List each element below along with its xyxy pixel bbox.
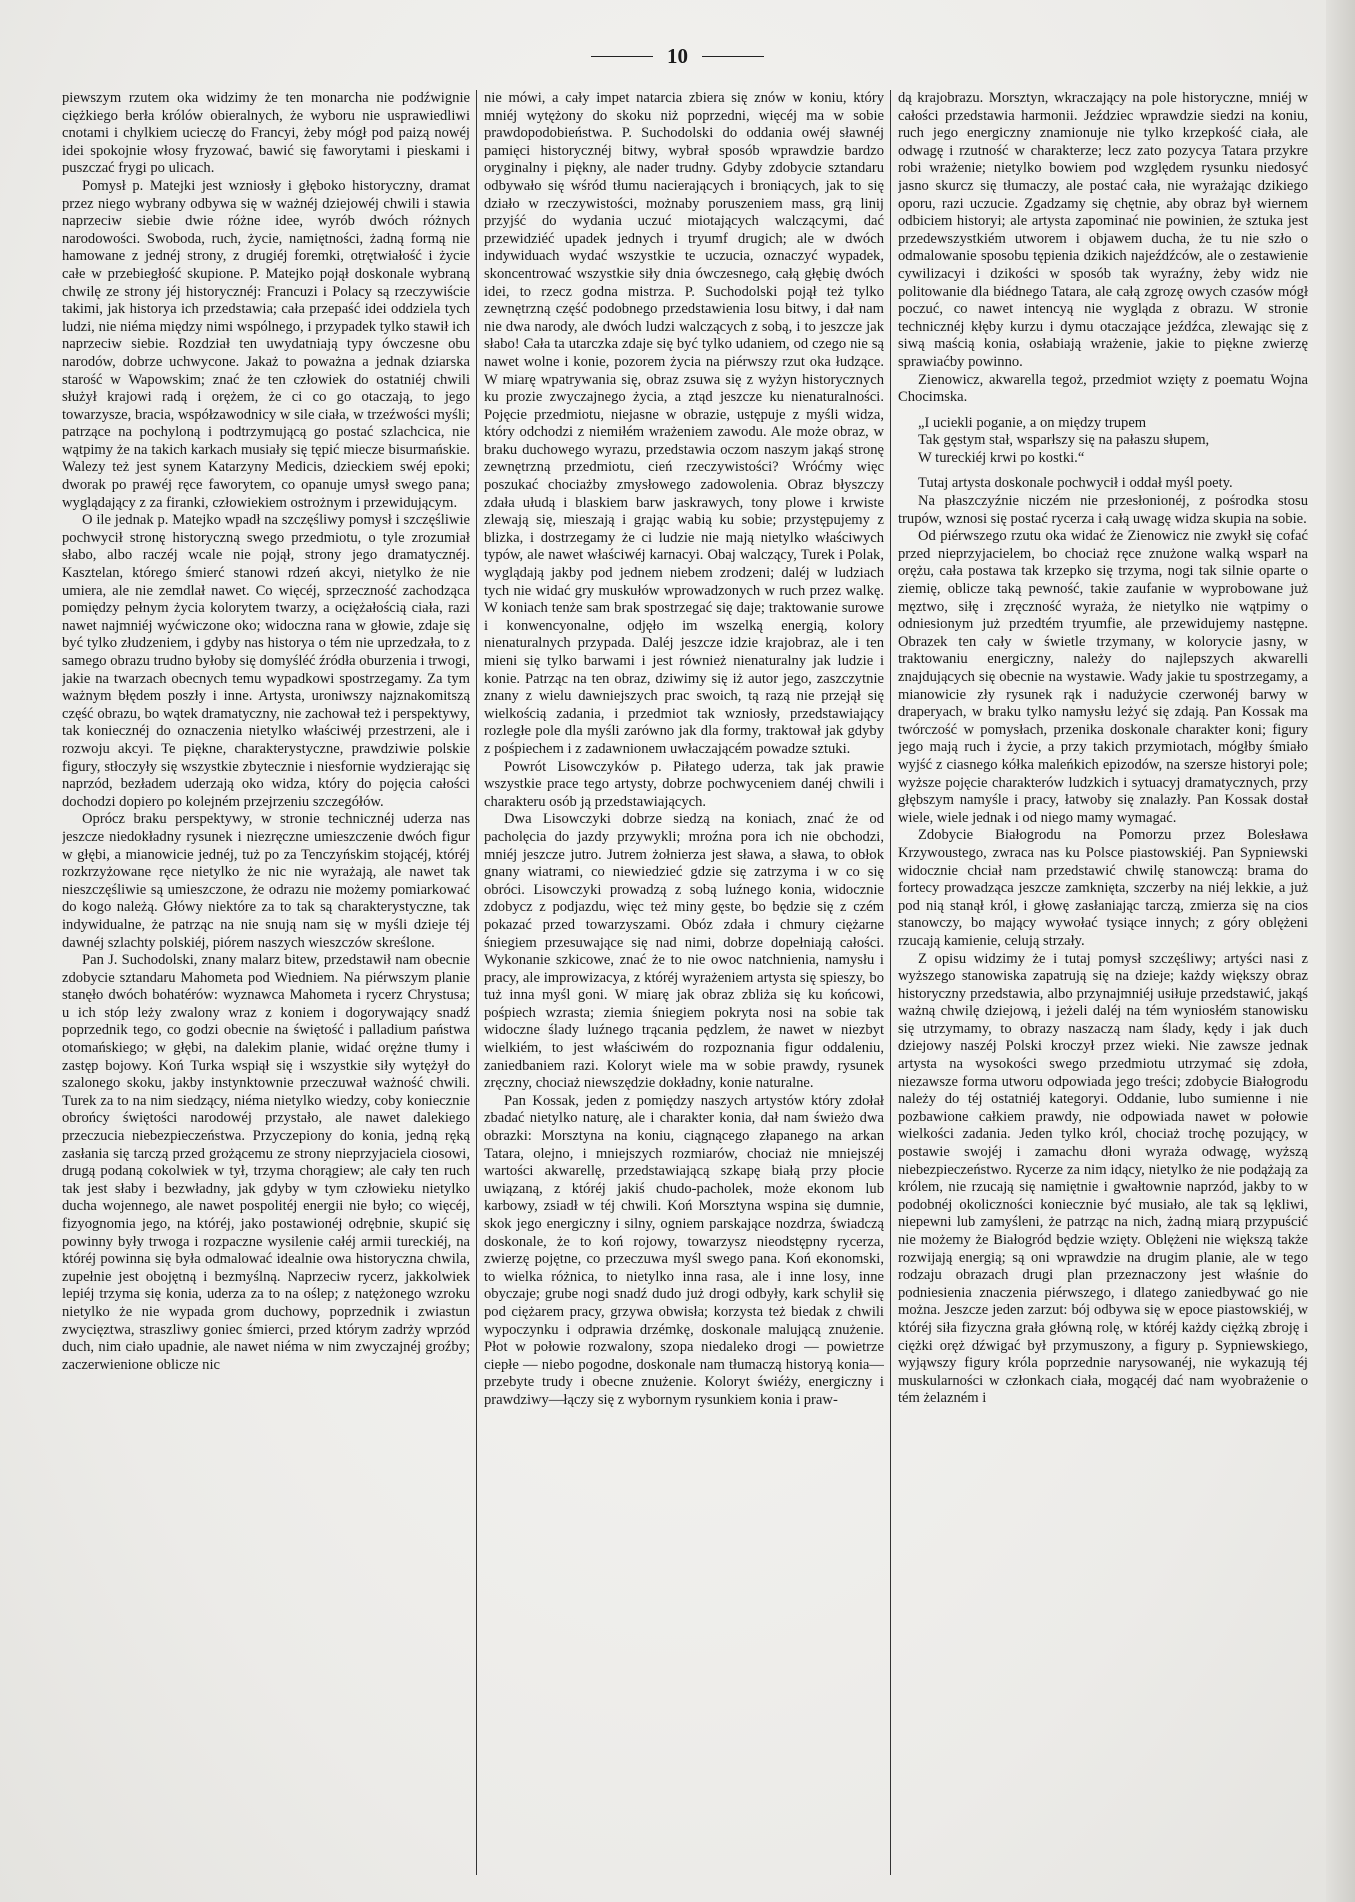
column-1-paragraph: Pan J. Suchodolski, znany malarz bitew, przedstawił nam obecnie zdobycie sztandaru Mahometa pod Wiedniem. Na piérwszym planie stanęło dwóch bohatérów: wyznawca Mahometa i rycerz Chrystusa; u ich stóp leży zwalony wraz z koniem i dogorywający snadź poprzednik tego, co godzi obecnie na świętość i palladium państwa otomańskiego; w głębi, na dalekim planie, widać orężne tłumy i zastęp bojowy. Koń Turka wspiął się i wszystkie siły wytężył do szalonego skoku, jakby instynktownie przeczuwał ważność chwili. Turek za to na nim siedzący, niéma nietylko wiedzy, coby koniecznie obrońcy świętości narodowéj przystało, ale nawet dalekiego przeczucia niebezpieczeństwa. Przyczepiony do konia, jedną ręką zasłania się tarczą przed grożącemu ze strony nieprzyjaciela ciosowi, drugą podaną cokolwiek w tył, trzyma chorągiew; ale cały ten ruch tak jest słaby i bezwładny, jak gdyby w tym człowieku nietylko ducha wojennego, ale nawet pospolitéj energii nie było; co więcéj, fizyognomia jego, na któréj, jako postawionéj odrębnie, skupić się powinny były trwoga i rozpaczne wysilenie całéj armii tureckiéj, na któréj powinna się była odmalować idealnie owa historyczna chwila, zupełnie jest obojętną i bezmyślną. Naprzeciw rycerz, jakkolwiek lepiéj trzyma się konia, uderza za to na oślep; z natężonego wzroku nietylko że nie wypada grom duchowy, poprzednik i zwiastun zwycięztwa, straszliwy goniec śmierci, przed którym zadrży wprzód duch, nim ciało upadnie, ale nawet niéma w nim zwyczajnéj groźby; zaczerwienione oblicze nic	[62, 952, 470, 1373]
column-2-paragraph: Powrót Lisowczyków p. Piłatego uderza, tak jak prawie wszystkie prace tego artysty, dobrze pochwyceniem danéj chwili i charakteru osób ją przedstawiających.	[484, 758, 884, 810]
column-1-paragraph: Pomysł p. Matejki jest wzniosły i głęboko historyczny, dramat przez niego wybrany odbywa się w ważnéj dziejowéj chwili i stawia naprzeciw siebie dwie różne idee, wyrób dwóch różnych narodowości. Swoboda, ruch, życie, namiętności, żadną formą nie hamowane z jednéj strony, z drugiéj foremki, otrętwiałość i życie całe w przebiegłość skupione. P. Matejko pojął doskonale wybraną chwilę ze strony jéj historycznéj: Francuzi i Polacy są rzeczywiście takimi, jak historya ich przedstawia; cała przepaść idei oddziela tych ludzi, nie niéma między nimi wspólnego, i przypadek tylko stawił ich naprzeciw siebie. Rozdział ten uwydatniają typy ówczesne obu narodów, dobrze uchwycone. Jakaż to poważna a jednak dziarska starość w Wapowskim; znać że ten człowiek do ostatniéj chwili służył krajowi radą i orężem, że ci co go otaczają, to jego towarzysze, bracia, współzawodnicy w sile ciała, w trzeźwości myśli; patrzące na pochyloną i podtrzymującą go postać szlachcica, nie wątpimy że na takich karkach musiały się tępić miecze bisurmańskie. Walezy też jest synem Katarzyny Medicis, dzieckiem swéj epoki; dworak po prawéj ręce faworytem, co opanuje umysł swego pana; wyglądający z za firanki, człowiekiem ostrożnym i przewidującym.	[62, 177, 470, 511]
column-1-paragraph: O ile jednak p. Matejko wpadł na szczęśliwy pomysł i szczęśliwie pochwycił stronę historyczną swego przedmiotu, o tyle zrozumiał słabo, albo raczéj wcale nie pojął, strony jego dramatycznéj. Kasztelan, którego śmierć stanowi rdzeń akcyi, nietylko że nie umiera, ale nie zemdlał nawet. Co więcéj, sprzeczność zachodząca pomiędzy pełnym życia kolorytem twarzy, a ociężałością ciała, razi nawet najmniéj wyćwiczone oko; widoczna rana w głowie, zdaje się być tylko złudzeniem, i gdyby nas historya o tém nie uprzedzała, to z samego obrazu trudno byłoby się domyśléć źródła oburzenia i trwogi, jakie na twarzach obecnych temu wypadkowi spostrzegamy. Za tym ważnym błędem poszły i inne. Artysta, uroniwszy najznakomitszą część obrazu, bo wątek dramatyczny, nie zachował też i perspektywy, tak koniecznéj do oznaczenia nietylko właściwéj przestrzeni, ale i rozwoju akcyi. Te piękne, charakterystyczne, prawdziwie polskie figury, stłoczyły się wszystkie zbytecznie i niesfornie wydzierając się naprzód, bezładem uderzają oko widza, który do pojęcia całości dochodzi dopiero po kolejném przejrzeniu szczegółów.	[62, 512, 470, 810]
column-3-paragraph: Z opisu widzimy że i tutaj pomysł szczęśliwy; artyści nasi z wyższego stanowiska zapatrują się na dzieje; każdy większy obraz historyczny przedstawia, albo przynajmniéj usiłuje przedstawić, jakąś ważną chwilę dziejową, i jeżeli daléj na tém wyniosłém stanowisku się utrzymamy, to obrazy naszaczą nam ślady, kędy i jak duch dziejowy naszéj Polski kroczył przez wieki. Nie zawsze jednak artysta na wysokości swego przedmiotu utrzymać się zdoła, niezawsze forma utworu odpowiada jego treści; zdobycie Białogrodu należy do téj ostatniéj kategoryi. Oddanie, lubo sumienne i nie pozbawione całkiem prawdy, nie odpowiada nawet w połowie wielkości zadania. Jeden tylko król, chociaż trochę pozujący, w postawie swojéj i zamachu dłoni wyraża odwagę, wyższą niebezpieczeństwo. Rycerze za nim idący, nietylko że nie podążają za królem, nie rzucają się namiętnie i gwałtownie naprzód, jakby to w podobnéj okoliczności koniecznie być musiało, ale tak są lękliwi, niepewni lub zamyśleni, że patrząc na nich, żadną miarą przypuścić nie możemy że Białogród będzie wzięty. Oblężeni nie większą także rozwijają energią; są oni wprawdzie na drugim planie, ale w tego rodzaju obrazach drugi plan przeznaczony jest właśnie do podniesienia znaczenia piérwszego, i dlatego zaniedbywać go nie można. Jeszcze jeden zarzut: bój odbywa się w epoce piastowskiéj, w któréj siła fizyczna grała główną rolę, w któréj każdy ciężką zbroję i ciężki oręż dźwigać był przymuszony, a figury p. Sypniewskiego, wyjąwszy figury króla poprzednie narysowanéj, nie wykazują téj muskularności w członkach ciała, mogącéj dać nam wyobrażenie o tém żelazném i	[898, 950, 1308, 1407]
page-folio	[0, 44, 1355, 69]
column-3-paragraph: Tutaj artysta doskonale pochwycił i oddał myśl poety.	[918, 475, 1233, 492]
adjacent-page-edge	[1326, 0, 1355, 1902]
column-3	[898, 90, 1308, 1880]
folio-rule-left	[591, 56, 653, 57]
verse-line: „I uciekli poganie, a on między trupem	[918, 414, 1147, 431]
column-2-paragraph: nie mówi, a cały impet natarcia zbiera się znów w koniu, który mniéj wytężony do skoku niż poprzedni, więcéj ma w sobie prawdopodobieństwa. P. Suchodolski do oddania owéj sławnéj pamięci historycznéj bitwy, wybrał sposób wprawdzie bardzo oryginalny i piękny, ale nader trudny. Gdyby zdobycie sztandaru odbywało się wśród tłumu nacierających i broniących, jak to się działo w rzeczywistości, możnaby poruszeniem mass, grą linij przyjść do wydania uczuć miotających walczącymi, dać przewidziéć upadek jednych i tryumf drugich; ale w dwóch indywiduach wydać wszystkie te uczucia, oznaczyć wypadek, skoncentrować wszystkie siły dnia ówczesnego, całą głębię dwóch idei, to rzecz godna mistrza. P. Suchodolski pojął też tylko zewnętrzną część podobnego przedstawienia losu bitwy, i dał nam nie dwa narody, ale dwóch ludzi walczących z sobą, i to jeszcze jak słabo! Cała ta utarczka zdaje się być tylko udaniem, od czego nie są nawet wolne i konie, pozorem życia na piérwszy rzut oka łudzące. W miarę wpatrywania się, obraz zsuwa się z wyżyn historycznych ku prozie zwyczajnego życia, a ztąd jeszcze ku nienaturalności. Pojęcie przedmiotu, niejasne w obrazie, ustępuje z myśli widza, który odchodzi z niemiłém wrażeniem zawodu. Ale może obraz, w braku duchowego wyrazu, przedstawia oczom naszym jakąś stronę zewnętrzną przedmiotu, cień rzeczywistości? Wróćmy więc poszukać chociażby zmysłowego zadowolenia. Obraz błyszczy zdała ułudą i blaskiem barw jaskrawych, tony plowe i krwiste zlewają się, mieszają i grając wabią ku sobie; przystępujemy z blizka, i dostrzegamy że ci ludzie nie mają nietylko właściwych typów, ale nawet właściwéj karnacyi. Obaj walczący, Turek i Polak, wyglądają jakby pod jednem niebem zrodzeni; daléj w ludziach tych nie widać gry muskułów wprowadzonych w ruch przez walkę. W koniach tenże sam brak spostrzegać się daje; traktowanie surowe i konwencyonalne, odjęło im wszelką energią, kolory nienaturalnych przypada. Daléj jeszcze idzie krajobraz, ale i ten mieni się tylko barwami i jest również nienaturalny jak ludzie i konie. Patrząc na ten obraz, dziwimy się iż autor jego, zaszczytnie znany z wielu dawniejszych prac swoich, tą razą nie przejął się wielkością zadania, i przedmiot tak wzniosły, przedstawiający rozległe pole dla myśli zarówno jak dla formy, traktował jak gdyby z pośpiechem i z zadawnionem uwłaczającém powadze sztuki.	[484, 90, 884, 757]
column-3-paragraph: dą krajobrazu. Morsztyn, wkraczający na pole historyczne, mniéj w całości przedstawia harmonii. Jeździec wprawdzie siedzi na koniu, ruch jego energiczny znamionuje nie tylko krzepkość ciała, ale odwagę i rzutność w charakterze; lecz zato pozycya Tatara przykre robi wrażenie; nietylko bowiem pod względem rysunku niedosyć jasno skurcz się tłumaczy, ale postać cała, nie wyrażając dzikiego oporu, razi uczucie. Zgadzamy się chętnie, aby obraz był wiernem odbiciem historyi; ale artysta zapominać nie powinien, że sztuka jest przedewszystkiém utworem i objawem ducha, że tu nie szło o odmalowanie sposobu tępienia dzikich najeźdźców, ale o zestawienie cywilizacyi i dzikości w sposób tak wyraźny, żeby widz nie politowanie dla biédnego Tatara, ale całą zgrozę owych czasów mógł poczuć, co nawet intencyą nie wygląda z obrazu. W stronie technicznéj kłęby kurzu i dymu otaczające jeźdźca, zlewając się z siwą maścią konia, osłabiają wrażenie, jakie to piękne zwierzę sprawiaćby powinno.	[898, 90, 1308, 370]
verse-line: W tureckiéj krwi po kostki.“	[918, 449, 1085, 466]
column-3-paragraph: Od piérwszego rzutu oka widać że Zienowicz nie zwykł się cofać przed nieprzyjacielem, bo chociaż ręce znużone walką wsparł na orężu, cała postawa tak krzepko się trzyma, nogi tak silnie oparte o ziemię, oblicze taką pewność, takie zaufanie w wyprobowane już męztwo, siłę i zręczność wyraża, że nietylko nie wątpimy o odniesionym już przedtém tryumfie, ale przewidujemy następne. Obrazek ten cały w świetle trzymany, w kolorycie jasny, w traktowaniu energiczny, należy do najlepszych akwarelli znajdujących się obecnie na wystawie. Wady jakie tu spostrzegamy, a mianowicie zły rysunek rąk i nadużycie czerwonéj barwy w draperyach, w braku tylko namysłu leżyć się zdają. Pan Kossak ma twórczość w pomysłach, przenika doskonale charakter koni; figury jego mają ruch i życie, a przy takich przymiotach, mógłby śmiało wyjść z ciasnego kółka maleńkich epizodów, na szersze historyi pole; wyższe pojęcie charakterów ludzkich i sytuacyj dramatycznych, przy głębszym namyśle i pracy, łatwoby się znalazły. Pan Kossak dostał wiele, wiele jednak i od niego mamy wymagać.	[898, 528, 1308, 826]
column-3-paragraph: Na płaszczyźnie niczém nie przesłonionéj, z pośrodka stosu trupów, wznosi się postać rycerza i całą uwagę widza skupia na sobie.	[898, 493, 1308, 527]
page-number: 10	[667, 44, 688, 68]
column-2-paragraph: Dwa Lisowczyki dobrze siedzą na koniach, znać że od pacholęcia do jazdy przywykli; mroźna pora ich nie obchodzi, mniéj jeszcze jutro. Jutrem żołnierza jest sława, a sława, to obłok gnany wiatrami, co niewiedzieć gdzie się zatrzyma i w co się obróci. Lisowczyki prowadzą z sobą luźnego konia, widocznie zdobycz z podjazdu, więc też miny gęste, bo będzie się z czém pokazać przed towarzyszami. Obóz zdała i chmury ciężarne śniegiem przesuwające się nad nimi, dobrze dopełniają całości. Wykonanie szkicowe, znać że to nie owoc natchnienia, namysłu i pracy, ale improwizacya, z któréj wyrażeniem artysta się spieszy, bo tuż inna myśl goni. W miarę jak obraz zbliża się ku końcowi, pośpiech wzrasta; ziemia śniegiem pokryta nosi na sobie tak widoczne ślady luźnego trącania pędzlem, że nawet w niezbyt wielkiém, to jest właściwém do rozpoznania figur oddaleniu, zaniedbaniem razi. Koloryt wiele ma w sobie prawdy, rysunek zręczny, chociaż niewszędzie dokładny, konie naturalne.	[484, 811, 884, 1092]
column-2	[484, 90, 884, 1880]
column-1-paragraph: piewszym rzutem oka widzimy że ten monarcha nie podźwignie ciężkiego berła królów obieralnych, że wyboru nie usprawiedliwi cnotami i chylkiem ucieczę do Francyi, żeby mógł pod paizą nowéj idei spokojnie włosy fryzować, bawić się faworytami i pieskami i puszczać frygi po ulicach.	[62, 90, 470, 177]
verse-quote	[898, 415, 1308, 468]
column-2-paragraph: Pan Kossak, jeden z pomiędzy naszych artystów który zdołał zbadać nietylko naturę, ale i charakter konia, dał nam świeżo dwa obrazki: Morsztyna na koniu, ciągnącego złapanego na arkan Tatara, olejno, i mniejszych rozmiarów, chociaż nie mniejszéj wartości akwarellę, przedstawiającą szkapę białą przy płocie uwiązaną, z któréj jakiś chudo-pacholek, może ekonom lub karbowy, zsiadł w téj chwili. Koń Morsztyna wspina się dumnie, skok jego energiczny i silny, ogniem parskające nozdrza, świadczą doskonale, że to koń rojowy, towarzysz nieodstępny rycerza, zwierzę pojętne, co przeczuwa myśl swego pana. Koń ekonomski, to wielka różnica, to nietylko inna rasa, ale i inne losy, inne obyczaje; grube nogi snadź dudo już drogi odbyły, kark schylił się pod ciężarem pracy, grzywa obwisła; korzysta też biedak z chwili wypoczynku i odprawia drzémkę, doskonale malującą znużenie. Płot w połowie rozwalony, szopa niedaleko drogi — powietrze ciepłe — niebo pogodne, doskonale nam tłumaczą historyą konia—przebyte trudy i obecne znużenie. Koloryt świéży, energiczny i prawdziwy—łączy się z wybornym rysunkiem konia i praw-	[484, 1092, 884, 1408]
column-3-paragraph: Zdobycie Białogrodu na Pomorzu przez Bolesława Krzywoustego, zwraca nas ku Polsce piastowskiéj. Pan Sypniewski widocznie chciał nam przedstawić chwilę stanowczą: brama do fortecy prowadząca jeszcze zamknięta, szczerby na niéj lekkie, a już pod nią stanął król, i głowę zasłaniając tarczą, zmierza się na cios stanowczy, bo mający wywołać tysiące innych; z góry oblężeni rzucają kamienie, celują strzały.	[898, 827, 1308, 949]
column-1	[62, 90, 470, 1880]
column-divider	[890, 90, 891, 1875]
column-divider	[476, 90, 477, 1875]
column-1-paragraph: Oprócz braku perspektywy, w stronie technicznéj uderza nas jeszcze niedokładny rysunek i niezręczne umieszczenie dwóch figur w głębi, a mianowicie jednéj, tuż po za Tenczyńskim stojącéj, któréj rozkrzyżowane ręce nietylko że nic nie wyrażają, ale nawet tak nieszczęśliwie są umieszczone, że odrazu nie możemy pomiarkować do kogo należą. Główy niektóre za to tak są charakterystyczne, tak indywidualne, że patrząc na nie snują nam się w myśli dzieje téj dawnéj szlachty polskiéj, piórem naszych wieszczów skreślone.	[62, 811, 470, 951]
verse-line: Tak gęstym stał, wsparłszy się na pałaszu słupem,	[918, 432, 1210, 449]
folio-rule-right	[702, 56, 764, 57]
column-3-paragraph: Zienowicz, akwarella tegoż, przedmiot wzięty z poematu Wojna Chocimska.	[898, 371, 1308, 406]
